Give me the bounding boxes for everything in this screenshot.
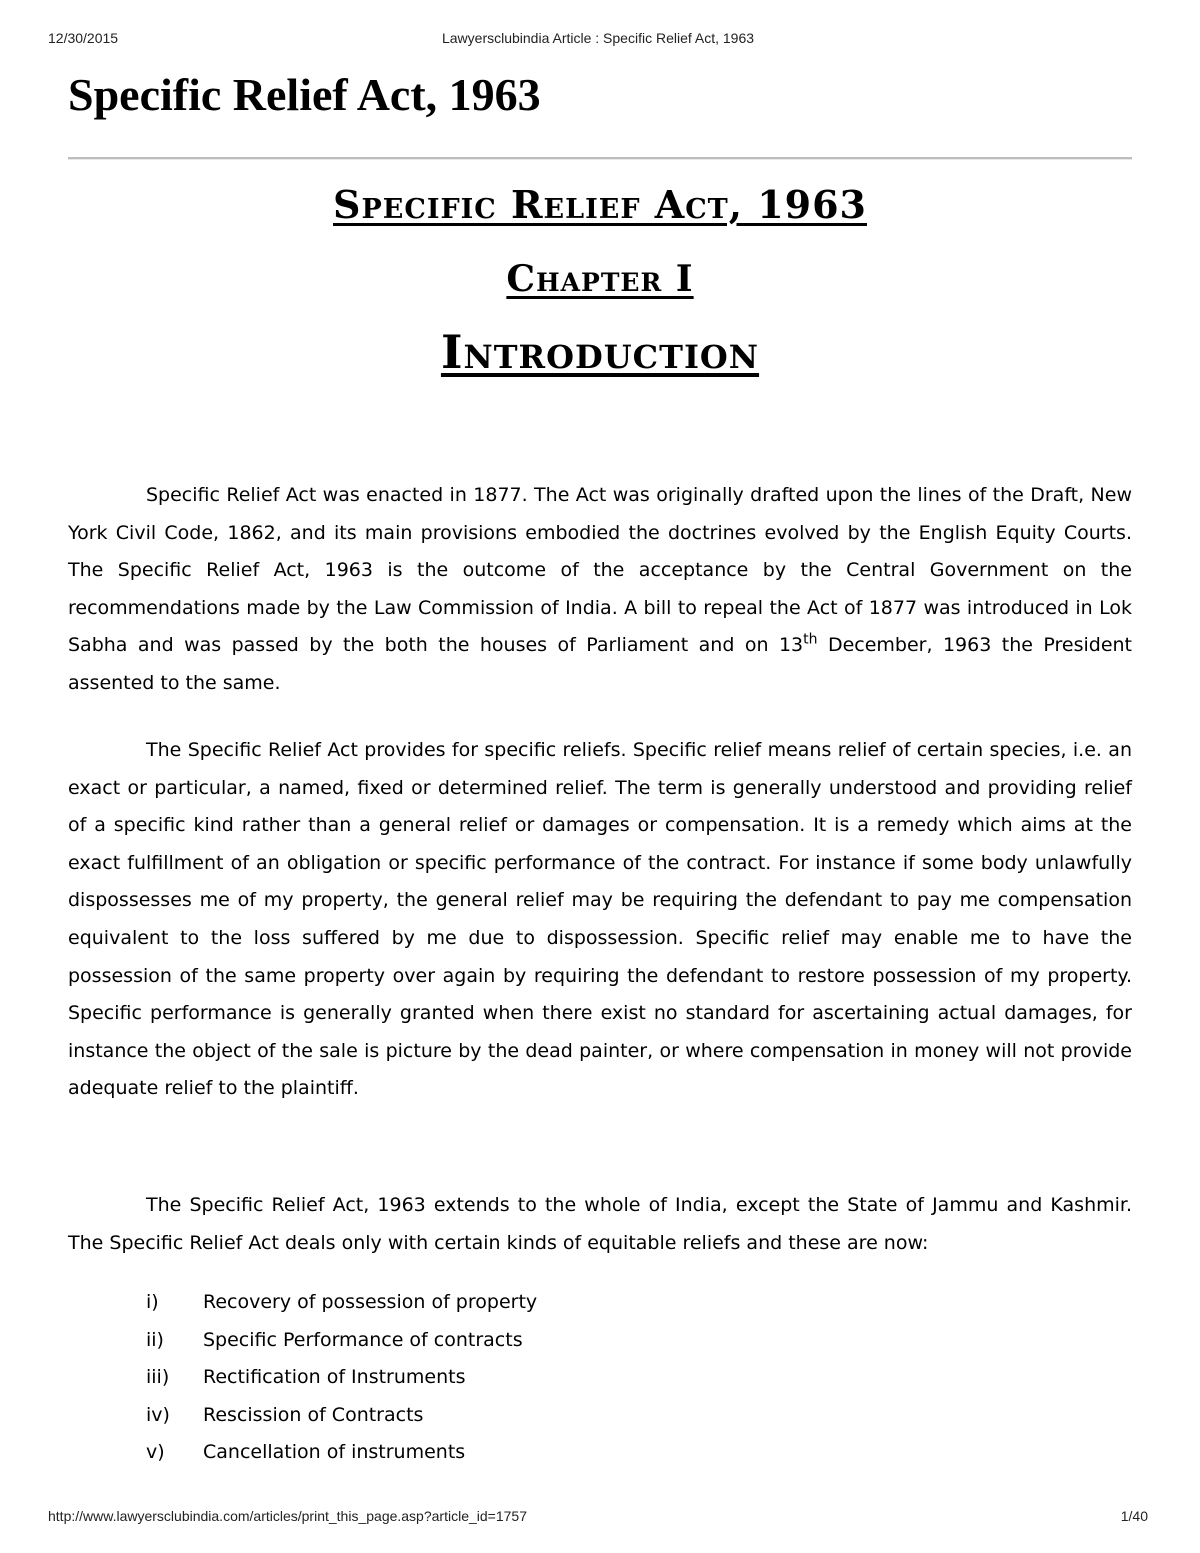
print-header: [48, 30, 1148, 50]
list-item-text: Rectification of Instruments: [203, 1366, 466, 1389]
page-number: 1/40: [1120, 1508, 1148, 1524]
reliefs-list: [146, 1284, 537, 1472]
print-source-url: http://www.lawyersclubindia.com/articles/print_this_page.asp?article_id=1757: [48, 1508, 527, 1524]
list-item-number: iv): [146, 1403, 170, 1426]
list-item: [146, 1434, 537, 1472]
list-item-text: Recovery of possession of property: [203, 1291, 538, 1313]
act-heading: Specific Relief Act, 1963: [333, 182, 867, 227]
ordinal-superscript: th: [803, 632, 818, 649]
paragraph-extent: The Specific Relief Act, 1963 extends to the whole of India, except the State of Jammu and Kashmir. The Specific Relief Act deals only with certain kinds of equitable reliefs and these are now:: [68, 1194, 1132, 1254]
paragraph-definition: The Specific Relief Act provides for specific reliefs. Specific relief means relief of certain species, i.e. an exact or particular, a named, fixed or determined relief. The term is generally understood and providing relief of a specific kind rather than a general relief or damages or compensation. It is a remedy which aims at the exact fulfillment of an obligation or specific performance of the contract. For instance if some body unlawfully dispossesses me of my property, the general relief may be requiring the defendant to pay me compensation equivalent to the loss suffered by me due to dispossession. Specific relief may enable me to have the possession of the same property over again by requiring the defendant to restore possession of my property. Specific performance is generally granted when there exist no standard for ascertaining actual damages, for instance the object of the sale is picture by the dead painter, or where compensation in money will not provide adequate relief to the plaintiff.: [68, 739, 1132, 1100]
list-item-text: Specific Performance of contracts: [203, 1328, 523, 1351]
list-item-number: i): [146, 1291, 159, 1313]
list-item-number: ii): [146, 1328, 164, 1351]
list-item: [146, 1397, 537, 1435]
introduction-heading: Introduction: [440, 325, 760, 379]
list-item: [146, 1359, 537, 1397]
print-footer: [48, 1508, 1148, 1528]
chapter-heading: Chapter I: [506, 258, 694, 300]
paragraph-history-text: Specific Relief Act was enacted in 1877. The Act was originally drafted upon the lines of the Draft, New York Civil Code, 1862, and its main provisions embodied the doctrines evolved by the English Equity Courts. The Specific Relief Act, 1963 is the outcome of the acceptance by the Central Government on the recommendations made by the Law Commission of India. A bill to repeal the Act of 1877 was introduced in Lok Sabha and was passed by the both the houses of Parliament and on 13: [68, 484, 1132, 657]
paragraph-history-text-end: December, 1963 the President assented to the same.: [68, 634, 1132, 694]
paragraph-history: [68, 477, 1132, 703]
list-item: [146, 1284, 537, 1322]
article-title: Specific Relief Act, 1963: [68, 69, 541, 120]
print-document-title: Lawyersclubindia Article : Specific Relief Act, 1963: [441, 30, 755, 46]
list-item-number: v): [146, 1441, 165, 1464]
list-item-text: Cancellation of instruments: [203, 1441, 466, 1464]
section-headings: [68, 182, 1132, 379]
list-item-text: Rescission of Contracts: [203, 1403, 424, 1426]
list-item-number: iii): [146, 1366, 170, 1389]
title-divider: [68, 157, 1132, 160]
print-date: 12/30/2015: [48, 30, 119, 46]
list-item: [146, 1322, 537, 1360]
